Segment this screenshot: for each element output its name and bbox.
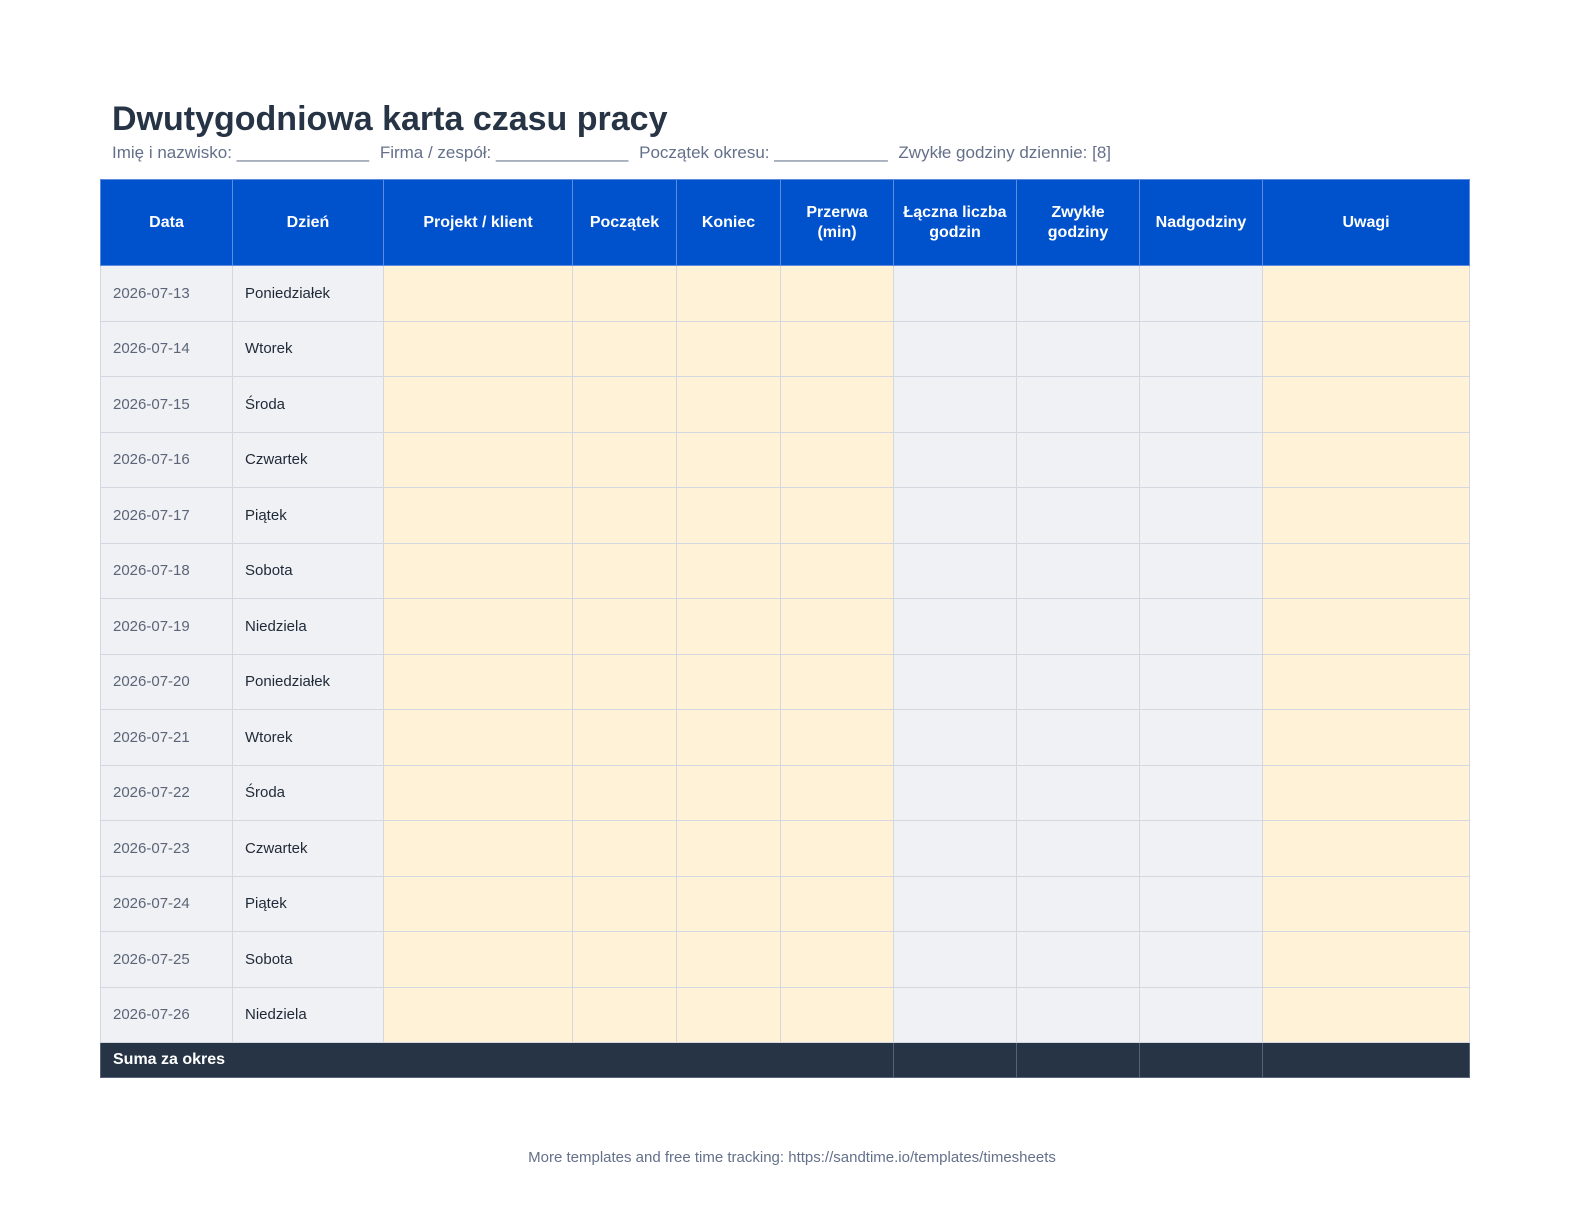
table-row xyxy=(101,377,1470,433)
break-input[interactable] xyxy=(781,654,894,710)
col-header-break: Przerwa (min) xyxy=(781,180,894,266)
total-row xyxy=(101,1043,1470,1078)
break-input[interactable] xyxy=(781,821,894,877)
regular-hours-cell xyxy=(1017,432,1140,488)
notes-input[interactable] xyxy=(1263,987,1470,1043)
row-day: Czwartek xyxy=(233,821,384,877)
table-header-row xyxy=(101,180,1470,266)
break-input[interactable] xyxy=(781,765,894,821)
table-row xyxy=(101,543,1470,599)
row-date: 2026-07-18 xyxy=(101,543,233,599)
table-row xyxy=(101,599,1470,655)
overtime-cell xyxy=(1140,765,1263,821)
col-header-overtime: Nadgodziny xyxy=(1140,180,1263,266)
notes-input[interactable] xyxy=(1263,765,1470,821)
regular-hours-cell xyxy=(1017,266,1140,322)
end-time-input[interactable] xyxy=(677,987,781,1043)
overtime-cell xyxy=(1140,710,1263,766)
col-header-end: Koniec xyxy=(677,180,781,266)
total-hours-cell xyxy=(894,932,1017,988)
notes-input[interactable] xyxy=(1263,321,1470,377)
row-date: 2026-07-25 xyxy=(101,932,233,988)
overtime-cell xyxy=(1140,987,1263,1043)
total-hours-cell xyxy=(894,987,1017,1043)
row-day: Niedziela xyxy=(233,987,384,1043)
regular-hours-cell xyxy=(1017,488,1140,544)
end-time-input[interactable] xyxy=(677,543,781,599)
total-label: Suma za okres xyxy=(101,1043,894,1078)
table-row xyxy=(101,876,1470,932)
project-input[interactable] xyxy=(384,821,573,877)
regular-hours-cell xyxy=(1017,599,1140,655)
table-row xyxy=(101,821,1470,877)
row-day: Piątek xyxy=(233,488,384,544)
start-time-input[interactable] xyxy=(573,821,677,877)
start-time-input[interactable] xyxy=(573,377,677,433)
project-input[interactable] xyxy=(384,377,573,433)
total-hours-cell xyxy=(894,432,1017,488)
project-input[interactable] xyxy=(384,488,573,544)
row-date: 2026-07-19 xyxy=(101,599,233,655)
notes-input[interactable] xyxy=(1263,710,1470,766)
table-row xyxy=(101,266,1470,322)
notes-input[interactable] xyxy=(1263,599,1470,655)
break-input[interactable] xyxy=(781,876,894,932)
regular-hours-cell xyxy=(1017,765,1140,821)
total-hours-cell xyxy=(894,876,1017,932)
page-title: Dwutygodniowa karta czasu pracy xyxy=(112,100,668,138)
end-time-input[interactable] xyxy=(677,654,781,710)
end-time-input[interactable] xyxy=(677,932,781,988)
overtime-cell xyxy=(1140,599,1263,655)
company-field[interactable]: Firma / zespół: ______________ xyxy=(379,143,629,162)
regular-hours-cell xyxy=(1017,321,1140,377)
break-input[interactable] xyxy=(781,488,894,544)
row-date: 2026-07-26 xyxy=(101,987,233,1043)
row-date: 2026-07-23 xyxy=(101,821,233,877)
total-hours-cell xyxy=(894,710,1017,766)
regular-hours-cell xyxy=(1017,377,1140,433)
project-input[interactable] xyxy=(384,432,573,488)
project-input[interactable] xyxy=(384,876,573,932)
project-input[interactable] xyxy=(384,654,573,710)
regular-hours-cell xyxy=(1017,987,1140,1043)
col-header-day: Dzień xyxy=(233,180,384,266)
timesheet-body xyxy=(101,266,1470,1043)
row-day: Poniedziałek xyxy=(233,654,384,710)
total-hours-cell xyxy=(894,599,1017,655)
overtime-cell xyxy=(1140,266,1263,322)
break-input[interactable] xyxy=(781,543,894,599)
table-row xyxy=(101,432,1470,488)
notes-input[interactable] xyxy=(1263,876,1470,932)
end-time-input[interactable] xyxy=(677,876,781,932)
total-hours-cell xyxy=(894,654,1017,710)
row-date: 2026-07-15 xyxy=(101,377,233,433)
row-date: 2026-07-16 xyxy=(101,432,233,488)
table-row xyxy=(101,488,1470,544)
start-time-input[interactable] xyxy=(573,987,677,1043)
end-time-input[interactable] xyxy=(677,710,781,766)
regular-hours-cell xyxy=(1017,876,1140,932)
table-row xyxy=(101,987,1470,1043)
project-input[interactable] xyxy=(384,321,573,377)
regular-hours-cell xyxy=(1017,932,1140,988)
notes-input[interactable] xyxy=(1263,932,1470,988)
total-regular-sum xyxy=(1017,1043,1140,1078)
end-time-input[interactable] xyxy=(677,432,781,488)
project-input[interactable] xyxy=(384,765,573,821)
total-notes xyxy=(1263,1043,1470,1078)
project-input[interactable] xyxy=(384,266,573,322)
start-time-input[interactable] xyxy=(573,599,677,655)
break-input[interactable] xyxy=(781,932,894,988)
notes-input[interactable] xyxy=(1263,377,1470,433)
col-header-project: Projekt / klient xyxy=(384,180,573,266)
table-row xyxy=(101,710,1470,766)
row-date: 2026-07-24 xyxy=(101,876,233,932)
row-date: 2026-07-21 xyxy=(101,710,233,766)
break-input[interactable] xyxy=(781,266,894,322)
row-date: 2026-07-20 xyxy=(101,654,233,710)
total-hours-cell xyxy=(894,266,1017,322)
break-input[interactable] xyxy=(781,321,894,377)
notes-input[interactable] xyxy=(1263,654,1470,710)
row-day: Środa xyxy=(233,765,384,821)
start-time-input[interactable] xyxy=(573,432,677,488)
end-time-input[interactable] xyxy=(677,488,781,544)
notes-input[interactable] xyxy=(1263,266,1470,322)
end-time-input[interactable] xyxy=(677,377,781,433)
employee-info-line xyxy=(112,142,1117,164)
end-time-input[interactable] xyxy=(677,821,781,877)
overtime-cell xyxy=(1140,321,1263,377)
overtime-cell xyxy=(1140,543,1263,599)
table-row xyxy=(101,321,1470,377)
break-input[interactable] xyxy=(781,599,894,655)
col-header-total-hours: Łączna liczba godzin xyxy=(894,180,1017,266)
start-time-input[interactable] xyxy=(573,654,677,710)
period-start-field[interactable]: Początek okresu: ____________ xyxy=(639,143,888,162)
col-header-date: Data xyxy=(101,180,233,266)
overtime-cell xyxy=(1140,821,1263,877)
project-input[interactable] xyxy=(384,710,573,766)
total-overtime-sum xyxy=(1140,1043,1263,1078)
end-time-input[interactable] xyxy=(677,266,781,322)
row-date: 2026-07-14 xyxy=(101,321,233,377)
row-day: Sobota xyxy=(233,543,384,599)
row-date: 2026-07-17 xyxy=(101,488,233,544)
regular-hours-cell xyxy=(1017,543,1140,599)
row-date: 2026-07-22 xyxy=(101,765,233,821)
project-input[interactable] xyxy=(384,543,573,599)
start-time-input[interactable] xyxy=(573,543,677,599)
row-day: Wtorek xyxy=(233,710,384,766)
row-day: Środa xyxy=(233,377,384,433)
overtime-cell xyxy=(1140,377,1263,433)
break-input[interactable] xyxy=(781,377,894,433)
row-day: Piątek xyxy=(233,876,384,932)
row-day: Wtorek xyxy=(233,321,384,377)
overtime-cell xyxy=(1140,876,1263,932)
total-hours-cell xyxy=(894,377,1017,433)
total-hours-cell xyxy=(894,765,1017,821)
project-input[interactable] xyxy=(384,599,573,655)
row-day: Czwartek xyxy=(233,432,384,488)
total-hours-cell xyxy=(894,488,1017,544)
end-time-input[interactable] xyxy=(677,765,781,821)
row-day: Sobota xyxy=(233,932,384,988)
footer-link[interactable]: More templates and free time tracking: https://sandtime.io/templates/timesheets xyxy=(528,1149,1056,1166)
end-time-input[interactable] xyxy=(677,599,781,655)
notes-input[interactable] xyxy=(1263,488,1470,544)
total-hours-cell xyxy=(894,543,1017,599)
regular-hours-cell xyxy=(1017,710,1140,766)
table-row xyxy=(101,654,1470,710)
col-header-regular-hours: Zwykłe godziny xyxy=(1017,180,1140,266)
row-day: Niedziela xyxy=(233,599,384,655)
start-time-input[interactable] xyxy=(573,932,677,988)
regular-hours-cell xyxy=(1017,821,1140,877)
total-hours-cell xyxy=(894,321,1017,377)
row-day: Poniedziałek xyxy=(233,266,384,322)
start-time-input[interactable] xyxy=(573,321,677,377)
overtime-cell xyxy=(1140,488,1263,544)
overtime-cell xyxy=(1140,654,1263,710)
project-input[interactable] xyxy=(384,932,573,988)
start-time-input[interactable] xyxy=(573,765,677,821)
table-row xyxy=(101,765,1470,821)
table-row xyxy=(101,932,1470,988)
regular-hours-field[interactable]: Zwykłe godziny dziennie: [8] xyxy=(898,143,1112,162)
notes-input[interactable] xyxy=(1263,543,1470,599)
break-input[interactable] xyxy=(781,710,894,766)
start-time-input[interactable] xyxy=(573,266,677,322)
project-input[interactable] xyxy=(384,987,573,1043)
start-time-input[interactable] xyxy=(573,710,677,766)
name-field[interactable]: Imię i nazwisko: ______________ xyxy=(112,143,370,162)
col-header-start: Początek xyxy=(573,180,677,266)
overtime-cell xyxy=(1140,432,1263,488)
start-time-input[interactable] xyxy=(573,488,677,544)
timesheet-table xyxy=(100,179,1470,1078)
row-date: 2026-07-13 xyxy=(101,266,233,322)
start-time-input[interactable] xyxy=(573,876,677,932)
break-input[interactable] xyxy=(781,987,894,1043)
end-time-input[interactable] xyxy=(677,321,781,377)
total-hours-cell xyxy=(894,821,1017,877)
col-header-notes: Uwagi xyxy=(1263,180,1470,266)
regular-hours-cell xyxy=(1017,654,1140,710)
total-hours-sum xyxy=(894,1043,1017,1078)
notes-input[interactable] xyxy=(1263,432,1470,488)
overtime-cell xyxy=(1140,932,1263,988)
break-input[interactable] xyxy=(781,432,894,488)
notes-input[interactable] xyxy=(1263,821,1470,877)
